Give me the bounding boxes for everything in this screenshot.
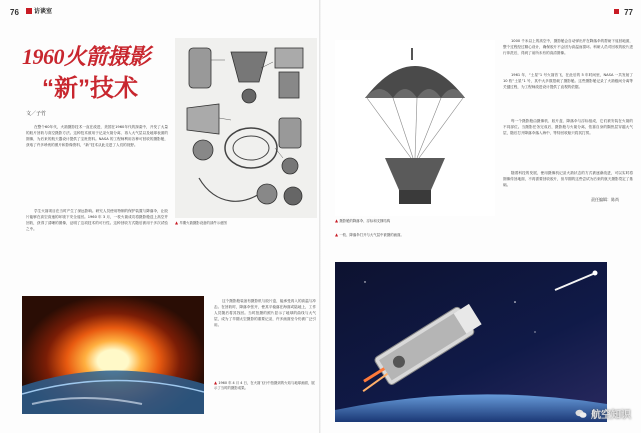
equipment-diagram-caption: ▲ 早期火箭摄影设备的部件示意图 (175, 220, 317, 226)
top-text: 1000 千米以上的高空中，摄影舱会自动弹出并在降落伞的帮助下返回地面，整个过程经过精心设计，确保胶片不会因为高温而损坏。科研人员对回收的胶片进行冲洗后，得到了前所未有的高清图像。 (503, 39, 633, 55)
detail-text: 每一个摄影舱由摄像机、胶片盒、降落伞与浮标组成，它们被安装在火箭的不同部位。当摄影任务完成后，摄影舱与火箭分离，依靠自身的隔热层穿越大气层，随后打开降落伞落入海中，等待回收船只将其打捞。 (503, 119, 633, 135)
column-text: 学生火箭项目在当时产生了深远影响。研究人员使用特制的保护装置与降落伞，让胶片能够在高空高速的环境下安全返回。1960 年 3 月，一枚火箭成功将摄影舱送上高空并回收，获得了清晰的图像，证明了这项技术的可行性。这种回收方式随后被用于多次试验之中。 (26, 209, 168, 231)
section-label: 访谈室 (34, 9, 53, 15)
parachute-caption: ▲ 摄影舱的降落伞、浮标和支撑结构 (335, 218, 495, 224)
section-mark-icon-right (614, 9, 619, 14)
history-text: 1961 年，“土星”1 号火箭首飞，在此后的 5 年时间里，NASA 一共发射了 10 枚“土星”1 号，其中大多数搭载了摄影舱。这些摄影舱记录了火箭级间分离等关键过程，为工程师改进设计提供了直观的依据。 (503, 73, 633, 89)
article-title-line2: “新”技术 (42, 75, 138, 102)
fireball-caption: ▲ 1960 年 4 月 4 日，在火箭飞行中拍摄到的火焰与地球画面，展示了当时的摄影成果。 (214, 380, 316, 391)
intro-text: 在整个60年代，火箭摄影技术一直在改进，美国在1960年代的探索中，开发了大量的胶片回收与高空摄影方法。这种技术被用于记录火箭分离、再入大气层以及地球表面的图像，为后来的航天器设计提供了宝贵资料。NASA 的工程师利用各种可回收的摄影舱，获取了许多珍贵的照片和影像资料，“新”技术从此走进了人们的视野。 (26, 125, 168, 147)
rocket-fireball-photo (22, 296, 204, 414)
wechat-icon (575, 409, 587, 419)
equipment-diagram-graphic (175, 38, 317, 218)
right-page (321, 0, 641, 433)
watermark-text: 航空知识 (591, 410, 631, 421)
page-number-right: 77 (624, 8, 633, 17)
capsule-space-photo (335, 262, 607, 422)
section-mark-icon (26, 8, 32, 14)
article-title-line1: 1960火箭摄影 (22, 44, 151, 69)
section-badge (26, 6, 52, 15)
equipment-diagram-photo (175, 38, 317, 218)
parachute-graphic (335, 40, 495, 216)
byline: 文／子竹 (26, 111, 47, 117)
capsule-graphic (335, 262, 607, 422)
capsule-caption: ▲ 一枚、降落伞打开与大气层中被摄的画面。 (335, 232, 495, 238)
watermark (575, 406, 631, 421)
parachute-capsule-photo (335, 40, 495, 216)
fireball-graphic (22, 296, 204, 414)
lower-column-text: 这个摄影舱装备有摄影机与胶片盒，能承受再入的高温与冲击。在回收时，降落伞张开，使其平稳落在海面或陆地上，工作人员随后将其找回。当时拍摄的照片显示了地球的曲线与大气层，成为了早期太空摄影的重要记录，许多画面至今仍被广泛引用。 (214, 299, 316, 327)
editor-credit: 责任编辑：陈尚 (591, 197, 619, 202)
page-number-left: 76 (10, 8, 19, 17)
left-page (0, 0, 320, 433)
closing-text: 随着科技的发展，使用摄像机记录火箭状态的方式被逐渐改进，可以实时将图像传回地面，不再需要回收胶片，但早期的这些尝试为后来的航天摄影奠定了基础。 (503, 171, 633, 187)
